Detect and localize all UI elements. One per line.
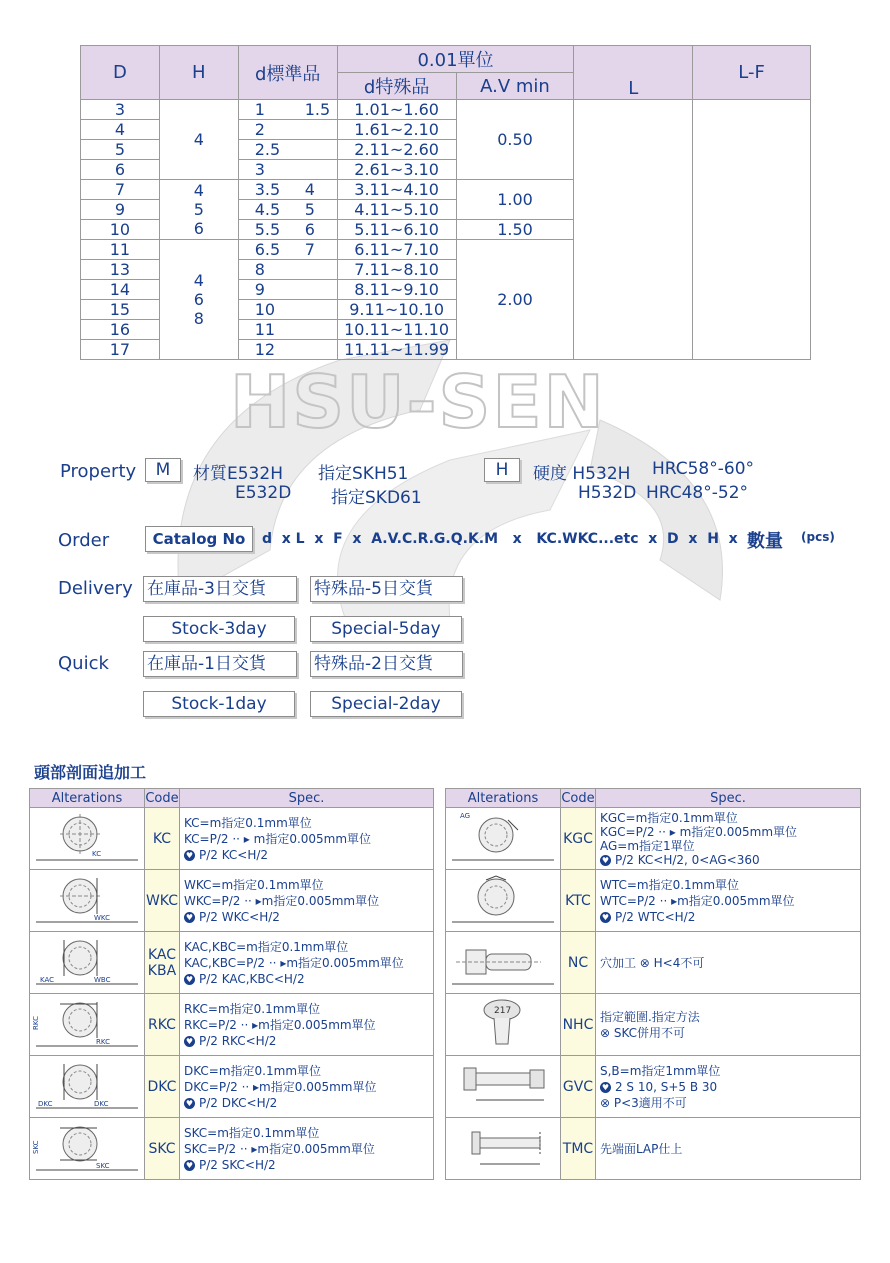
gvc-diagram [446,1056,561,1118]
skc-diagram [30,1118,145,1180]
cell-d-special: 1.01~1.60 [337,100,456,120]
spec-dkc: DKC=m指定0.1mm單位 DKC=P/2 ·· ▸m指定0.005mm單位 ♥ P/2 DKC<H/2 [179,1056,433,1118]
cell-d-special: 3.11~4.10 [337,180,456,200]
hardness-line2-b: HRC48°-52° [646,483,749,503]
cell-d-special: 2.61~3.10 [337,160,456,180]
header-D: D [81,46,160,100]
hint-icon: ♥ [185,850,194,860]
quick-stock-en: Stock-1day [143,691,295,717]
cell-d-special: 6.11~7.10 [337,240,456,260]
header-d-standard: d標準品 [238,46,337,100]
cell-d-std: 8 [238,260,337,280]
hint-icon: ♥ [601,1082,610,1092]
cell-D: 4 [81,120,160,140]
property-label: Property [60,461,137,482]
order-quantity: 數量 [747,531,783,552]
svg-text:RKC: RKC [96,1038,110,1046]
code-ktc: KTC [560,870,595,932]
code-kc: KC [144,808,179,870]
spec-kgc: KGC=m指定0.1mm單位 KGC=P/2 ·· ▸ m指定0.005mm單位 AG=m指定1單位 ♥ P/2 KC<H/2, 0<AG<360 [595,808,860,870]
hint-icon: ♥ [601,855,610,865]
hint-icon: ♥ [601,912,610,922]
material-line1-a: 材質E532H [193,464,283,484]
svg-text:DKC: DKC [38,1100,53,1108]
quick-special-zh: 特殊品-2日交貨 [310,651,463,677]
header-alterations: Alterations [446,789,561,808]
cell-d-std: 3 [238,160,337,180]
cell-D: 3 [81,100,160,120]
alterations-table-right [445,788,861,1180]
table-row [30,994,434,1056]
wkc-diagram [30,870,145,932]
cell-d-std: 2.5 [238,140,337,160]
table-row [446,1118,861,1180]
spec-kac: KAC,KBC=m指定0.1mm單位 KAC,KBC=P/2 ·· ▸m指定0.005mm單位 ♥ P/2 KAC,KBC<H/2 [179,932,433,994]
cell-D: 15 [81,300,160,320]
svg-text:WKC: WKC [94,914,111,922]
cell-D: 17 [81,340,160,360]
table-row [30,1056,434,1118]
svg-text:KC: KC [92,850,102,858]
spec-skc: SKC=m指定0.1mm單位 SKC=P/2 ·· ▸m指定0.005mm單位 ♥ P/2 SKC<H/2 [179,1118,433,1180]
hint-icon: ♥ [185,1036,194,1046]
material-line2-b: 指定SKD61 [331,488,422,508]
header-LF: L-F [693,46,811,100]
code-gvc: GVC [560,1056,595,1118]
alterations-title: 頭部剖面追加工 [34,763,147,782]
spec-nhc: 指定範圍.指定方法 ⊗ SKC併用不可 [595,994,860,1056]
hardness-line1-b: HRC58°-60° [652,459,755,479]
hint-icon: ♥ [185,912,194,922]
cell-d-special: 7.11~8.10 [337,260,456,280]
spec-rkc: RKC=m指定0.1mm單位 RKC=P/2 ·· ▸m指定0.005mm單位 ♥ P/2 RKC<H/2 [179,994,433,1056]
quick-stock-zh: 在庫品-1日交貨 [143,651,297,677]
cell-d-special: 9.11~10.10 [337,300,456,320]
code-tmc: TMC [560,1118,595,1180]
delivery-stock-zh: 在庫品-3日交貨 [143,576,297,602]
cell-d-special: 8.11~9.10 [337,280,456,300]
spec-tmc: 先端面LAP仕上 [595,1118,860,1180]
cell-D: 7 [81,180,160,200]
header-spec: Spec. [595,789,860,808]
cell-D: 14 [81,280,160,300]
cell-d-std: 3.5 4 [238,180,337,200]
hint-icon: ♥ [185,1160,194,1170]
cell-d-special: 11.11~11.99 [337,340,456,360]
cell-av-group: 0.50 [456,100,574,180]
cell-av-group: 1.00 [456,180,574,220]
kac-diagram [30,932,145,994]
cell-d-std: 12 [238,340,337,360]
svg-text:217: 217 [494,1006,512,1016]
order-formula: d x L x F x A.V.C.R.G.Q.K.M x KC.WKC...etc x D x H x [262,531,738,547]
nhc-diagram [446,994,561,1056]
kc-diagram [30,808,145,870]
header-code: Code [145,790,179,806]
svg-text:KAC: KAC [40,976,55,984]
table-row [446,808,861,870]
quick-special-en: Special-2day [310,691,462,717]
code-kgc: KGC [560,808,595,870]
cell-d-special: 1.61~2.10 [337,120,456,140]
delivery-stock-en: Stock-3day [143,616,295,642]
table-row [446,1056,861,1118]
svg-text:AG: AG [460,812,471,820]
nc-diagram [446,932,561,994]
cell-d-std: 2 [238,120,337,140]
header-av-min: A.V min [456,73,574,100]
cell-av-group: 2.00 [456,240,574,360]
cell-H-group: 4 [159,100,238,180]
code-dkc: DKC [144,1056,179,1118]
svg-text:RKC: RKC [32,1016,40,1030]
cell-LF [693,100,811,360]
spec-kc: KC=m指定0.1mm單位 KC=P/2 ·· ▸ m指定0.005mm單位 ♥ P/2 KC<H/2 [179,808,433,870]
delivery-special-zh: 特殊品-5日交貨 [310,576,463,602]
header-d-special: d特殊品 [337,73,456,100]
cell-d-special: 5.11~6.10 [337,220,456,240]
cell-d-special: 2.11~2.60 [337,140,456,160]
hardness-line1-a: 硬度 H532H [533,464,631,484]
cell-H-group: 4 5 6 [159,180,238,240]
svg-text:WBC: WBC [94,976,111,984]
watermark-text: HSU-SEN [230,360,606,444]
cell-d-std: 9 [238,280,337,300]
header-spec: Spec. [179,789,433,808]
cell-d-std: 10 [238,300,337,320]
code-nc: NC [560,932,595,994]
cell-D: 10 [81,220,160,240]
hardness-line2-a: H532D [578,483,637,503]
code-skc: SKC [144,1118,179,1180]
header-alterations: Alterations [30,789,145,808]
spec-nc: 穴加工 ⊗ H<4不可 [595,932,860,994]
cell-D: 11 [81,240,160,260]
cell-D: 13 [81,260,160,280]
spec-wkc: WKC=m指定0.1mm單位 WKC=P/2 ·· ▸m指定0.005mm單位 ♥ P/2 WKC<H/2 [179,870,433,932]
quick-label: Quick [58,653,109,674]
cell-d-std: 4.5 5 [238,200,337,220]
spec-ktc: WTC=m指定0.1mm單位 WTC=P/2 ·· ▸m指定0.005mm單位 ♥ P/2 WTC<H/2 [595,870,860,932]
cell-d-std: 11 [238,320,337,340]
table-row [446,932,861,994]
rkc-diagram [30,994,145,1056]
dimension-table [80,45,811,360]
code-nhc: NHC [560,994,595,1056]
material-line1-b: 指定SKH51 [318,464,409,484]
table-row [30,1118,434,1180]
ktc-diagram [446,870,561,932]
cell-d-std: 6.5 7 [238,240,337,260]
cell-H-group: 4 6 8 [159,240,238,360]
delivery-special-en: Special-5day [310,616,462,642]
svg-text:SKC: SKC [96,1162,110,1170]
svg-text:SKC: SKC [32,1140,40,1154]
header-L: L [574,46,693,100]
cell-D: 5 [81,140,160,160]
hardness-code-box: H [484,458,520,482]
header-H: H [159,46,238,100]
cell-L [574,100,693,360]
table-row [81,100,811,120]
table-row [30,870,434,932]
cell-D: 16 [81,320,160,340]
cell-d-std: 5.5 6 [238,220,337,240]
code-kac: KAC KBA [144,932,179,994]
code-rkc: RKC [144,994,179,1056]
order-pcs: (pcs) [801,530,835,544]
cell-D: 6 [81,160,160,180]
spec-gvc: S,B=m指定1mm單位 ♥ 2 S 10, S+5 B 30 ⊗ P<3適用不可 [595,1056,860,1118]
alterations-table-left [29,788,434,1180]
svg-text:DKC: DKC [94,1100,109,1108]
cell-av-group: 1.50 [456,220,574,240]
cell-D: 9 [81,200,160,220]
table-row [30,932,434,994]
header-unit: 0.01單位 [337,46,574,73]
dkc-diagram [30,1056,145,1118]
material-code-box: M [145,458,181,482]
hint-icon: ♥ [185,1098,194,1108]
kgc-diagram [446,808,561,870]
table-row [30,808,434,870]
catalog-no-box: Catalog No [145,526,253,552]
tmc-diagram [446,1118,561,1180]
table-row [446,870,861,932]
hint-icon: ♥ [185,974,194,984]
delivery-label: Delivery [58,578,133,599]
material-line2-a: E532D [235,483,292,503]
cell-d-special: 10.11~11.10 [337,320,456,340]
code-wkc: WKC [144,870,179,932]
table-row [446,994,861,1056]
header-code: Code [561,790,595,806]
cell-d-std: 1 1.5 [238,100,337,120]
order-label: Order [58,530,110,551]
cell-d-special: 4.11~5.10 [337,200,456,220]
